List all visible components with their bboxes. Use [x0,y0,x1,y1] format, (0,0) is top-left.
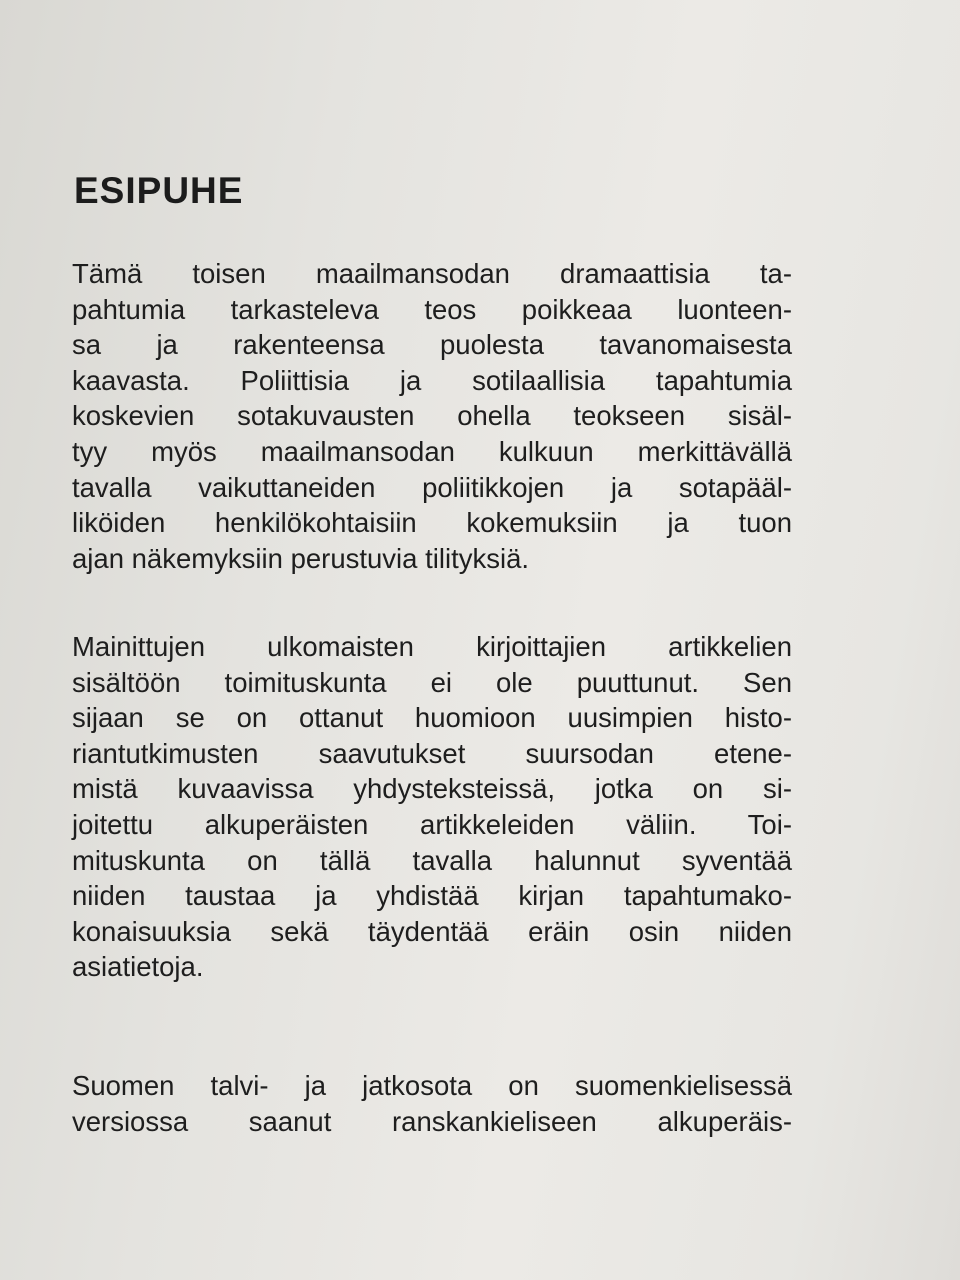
text-line: versiossa saanut ranskankieliseen alkuperäis- [72,1105,792,1137]
text-line: sa ja rakenteensa puolesta tavanomaisesta [72,329,792,361]
text-line: sisältöön toimituskunta ei ole puuttunut. Sen [72,666,792,698]
text-line: riantutkimusten saavutukset suursodan etene- [72,737,792,769]
text-line: mituskunta on tällä tavalla halunnut syventää [72,844,792,876]
text-line: Tämä toisen maailmansodan dramaattisia ta- [72,258,792,289]
text-line: mistä kuvaavissa yhdysteksteissä, jotka on si- [72,773,792,805]
text-line: Mainittujen ulkomaisten kirjoittajien artikkelien [72,631,792,662]
text-line: ajan näkemyksiin perustuvia tilityksiä. [72,542,529,574]
text-line: niiden taustaa ja yhdistää kirjan tapahtumako- [72,880,792,912]
text-line: joitettu alkuperäisten artikkeleiden väliin. Toi- [72,808,792,840]
text-line: koskevien sotakuvausten ohella teokseen sisäl- [72,400,792,432]
text-line: pahtumia tarkasteleva teos poikkeaa luonteen- [72,293,792,325]
text-line: liköiden henkilökohtaisiin kokemuksiin ja tuon [72,507,792,539]
paragraph-1 [72,256,792,576]
text-line: konaisuuksia sekä täydentää eräin osin niiden [72,915,792,947]
paragraph-3 [72,1068,792,1139]
paragraph-2 [72,629,792,985]
text-line: Suomen talvi- ja jatkosota on suomenkielisessä [72,1070,792,1101]
text-line: tyy myös maailmansodan kulkuun merkittävällä [72,435,792,467]
text-line: asiatietoja. [72,951,204,983]
text-line: kaavasta. Poliittisia ja sotilaallisia tapahtumia [72,364,792,396]
text-line: sijaan se on ottanut huomioon uusimpien histo- [72,702,792,734]
page-heading: ESIPUHE [74,170,244,211]
text-line: tavalla vaikuttaneiden poliitikkojen ja sotapääl- [72,471,792,503]
